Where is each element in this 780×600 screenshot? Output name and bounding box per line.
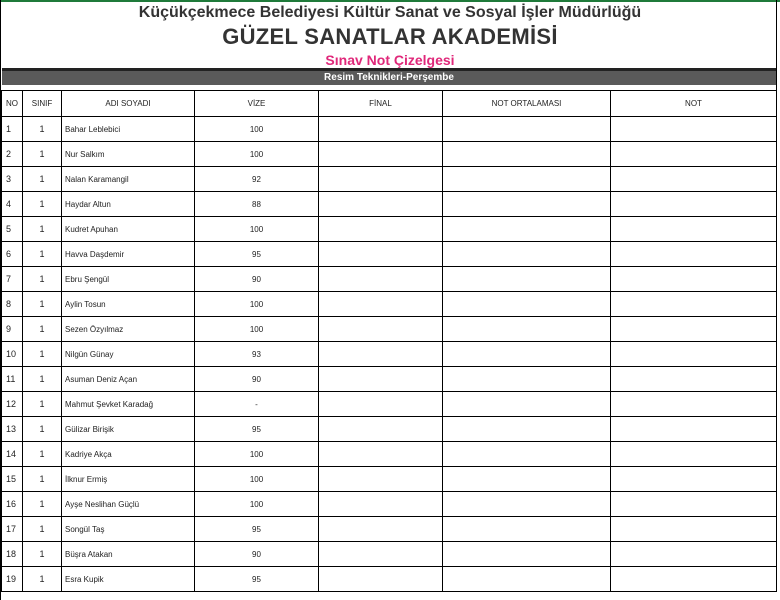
table-row xyxy=(2,492,777,517)
class-cell[interactable]: 1 xyxy=(23,467,62,492)
student-name-cell[interactable]: Sezen Özyılmaz xyxy=(62,317,195,342)
average-grade-cell[interactable] xyxy=(443,417,611,442)
final-grade-cell[interactable] xyxy=(319,392,443,417)
class-cell[interactable]: 1 xyxy=(23,342,62,367)
student-name-cell[interactable]: Bahar Leblebici xyxy=(62,117,195,142)
average-grade-cell[interactable] xyxy=(443,317,611,342)
class-cell[interactable]: 1 xyxy=(23,567,62,592)
average-grade-cell[interactable] xyxy=(443,267,611,292)
final-grade-cell[interactable] xyxy=(319,367,443,392)
academy-title: GÜZEL SANATLAR AKADEMİSİ xyxy=(222,24,558,49)
average-grade-cell[interactable] xyxy=(443,292,611,317)
column-header-adi-soyadi: ADI SOYADI xyxy=(62,91,195,117)
grade-cell[interactable] xyxy=(611,467,777,492)
class-cell[interactable]: 1 xyxy=(23,442,62,467)
grade-cell[interactable] xyxy=(611,492,777,517)
average-grade-cell[interactable] xyxy=(443,342,611,367)
final-grade-cell[interactable] xyxy=(319,517,443,542)
document-title: Sınav Not Çizelgesi xyxy=(325,52,455,68)
midterm-grade-cell[interactable]: 95 xyxy=(195,567,319,592)
final-grade-cell[interactable] xyxy=(319,242,443,267)
class-cell[interactable]: 1 xyxy=(23,267,62,292)
grade-cell[interactable] xyxy=(611,392,777,417)
grades-table xyxy=(1,90,777,592)
grade-cell[interactable] xyxy=(611,242,777,267)
row-number-cell[interactable]: 4 xyxy=(2,192,23,217)
class-cell[interactable]: 1 xyxy=(23,317,62,342)
final-grade-cell[interactable] xyxy=(319,467,443,492)
midterm-grade-cell[interactable]: - xyxy=(195,392,319,417)
final-grade-cell[interactable] xyxy=(319,542,443,567)
student-name-cell[interactable]: Esra Kupik xyxy=(62,567,195,592)
student-name-cell[interactable]: Songül Taş xyxy=(62,517,195,542)
column-header-sinif: SINIF xyxy=(23,91,62,117)
average-grade-cell[interactable] xyxy=(443,142,611,167)
final-grade-cell[interactable] xyxy=(319,342,443,367)
row-number-cell[interactable]: 5 xyxy=(2,217,23,242)
grade-cell[interactable] xyxy=(611,517,777,542)
midterm-grade-cell[interactable]: 95 xyxy=(195,242,319,267)
class-cell[interactable]: 1 xyxy=(23,117,62,142)
grade-cell[interactable] xyxy=(611,192,777,217)
average-grade-cell[interactable] xyxy=(443,367,611,392)
midterm-grade-cell[interactable]: 100 xyxy=(195,317,319,342)
midterm-grade-cell[interactable]: 100 xyxy=(195,492,319,517)
final-grade-cell[interactable] xyxy=(319,492,443,517)
row-number-cell[interactable]: 15 xyxy=(2,467,23,492)
final-grade-cell[interactable] xyxy=(319,217,443,242)
student-name-cell[interactable]: Havva Daşdemir xyxy=(62,242,195,267)
midterm-grade-cell[interactable]: 95 xyxy=(195,417,319,442)
midterm-grade-cell[interactable]: 90 xyxy=(195,267,319,292)
average-grade-cell[interactable] xyxy=(443,517,611,542)
midterm-grade-cell[interactable]: 90 xyxy=(195,542,319,567)
table-row xyxy=(2,167,777,192)
grade-cell[interactable] xyxy=(611,142,777,167)
table-row xyxy=(2,392,777,417)
midterm-grade-cell[interactable]: 100 xyxy=(195,142,319,167)
row-number-cell[interactable]: 13 xyxy=(2,417,23,442)
row-number-cell[interactable]: 7 xyxy=(2,267,23,292)
student-name-cell[interactable]: Nur Salkım xyxy=(62,142,195,167)
student-name-cell[interactable]: Nalan Karamangil xyxy=(62,167,195,192)
column-header-vize: VİZE xyxy=(195,91,319,117)
row-number-cell[interactable]: 1 xyxy=(2,117,23,142)
table-row xyxy=(2,242,777,267)
column-header-not-ortalamasi: NOT ORTALAMASI xyxy=(443,91,611,117)
midterm-grade-cell[interactable]: 92 xyxy=(195,167,319,192)
average-grade-cell[interactable] xyxy=(443,167,611,192)
header-row xyxy=(2,91,777,117)
column-header-no: NO xyxy=(2,91,23,117)
row-number-cell[interactable]: 10 xyxy=(2,342,23,367)
student-name-cell[interactable]: Büşra Atakan xyxy=(62,542,195,567)
average-grade-cell[interactable] xyxy=(443,492,611,517)
final-grade-cell[interactable] xyxy=(319,567,443,592)
table-row xyxy=(2,417,777,442)
class-cell[interactable]: 1 xyxy=(23,417,62,442)
final-grade-cell[interactable] xyxy=(319,117,443,142)
table-row xyxy=(2,367,777,392)
grade-cell[interactable] xyxy=(611,367,777,392)
grade-cell[interactable] xyxy=(611,292,777,317)
table-row xyxy=(2,517,777,542)
grade-cell[interactable] xyxy=(611,217,777,242)
class-cell[interactable]: 1 xyxy=(23,292,62,317)
row-number-cell[interactable]: 18 xyxy=(2,542,23,567)
midterm-grade-cell[interactable]: 100 xyxy=(195,467,319,492)
table-row xyxy=(2,542,777,567)
table-row xyxy=(2,467,777,492)
table-row xyxy=(2,117,777,142)
grade-cell[interactable] xyxy=(611,442,777,467)
row-number-cell[interactable]: 12 xyxy=(2,392,23,417)
final-grade-cell[interactable] xyxy=(319,317,443,342)
row-number-cell[interactable]: 11 xyxy=(2,367,23,392)
grade-cell[interactable] xyxy=(611,567,777,592)
class-cell[interactable]: 1 xyxy=(23,142,62,167)
row-number-cell[interactable]: 6 xyxy=(2,242,23,267)
midterm-grade-cell[interactable]: 100 xyxy=(195,442,319,467)
class-cell[interactable]: 1 xyxy=(23,192,62,217)
student-name-cell[interactable]: İlknur Ermiş xyxy=(62,467,195,492)
grade-cell[interactable] xyxy=(611,417,777,442)
table-row xyxy=(2,192,777,217)
grade-cell[interactable] xyxy=(611,342,777,367)
table-row xyxy=(2,267,777,292)
average-grade-cell[interactable] xyxy=(443,217,611,242)
final-grade-cell[interactable] xyxy=(319,192,443,217)
grade-cell[interactable] xyxy=(611,117,777,142)
row-number-cell[interactable]: 3 xyxy=(2,167,23,192)
student-name-cell[interactable]: Kudret Apuhan xyxy=(62,217,195,242)
grade-cell[interactable] xyxy=(611,167,777,192)
midterm-grade-cell[interactable]: 90 xyxy=(195,367,319,392)
row-number-cell[interactable]: 2 xyxy=(2,142,23,167)
row-number-cell[interactable]: 14 xyxy=(2,442,23,467)
grade-cell[interactable] xyxy=(611,542,777,567)
class-cell[interactable]: 1 xyxy=(23,492,62,517)
grade-cell[interactable] xyxy=(611,267,777,292)
average-grade-cell[interactable] xyxy=(443,192,611,217)
top-border xyxy=(0,0,780,2)
row-number-cell[interactable]: 9 xyxy=(2,317,23,342)
class-cell[interactable]: 1 xyxy=(23,392,62,417)
student-name-cell[interactable]: Mahmut Şevket Karadağ xyxy=(62,392,195,417)
midterm-grade-cell[interactable]: 93 xyxy=(195,342,319,367)
class-cell[interactable]: 1 xyxy=(23,517,62,542)
midterm-grade-cell[interactable]: 100 xyxy=(195,292,319,317)
class-cell[interactable]: 1 xyxy=(23,367,62,392)
average-grade-cell[interactable] xyxy=(443,392,611,417)
course-banner: Resim Teknikleri-Perşembe xyxy=(2,71,776,85)
column-header-not: NOT xyxy=(611,91,777,117)
student-name-cell[interactable]: Haydar Altun xyxy=(62,192,195,217)
final-grade-cell[interactable] xyxy=(319,417,443,442)
column-header-final: FİNAL xyxy=(319,91,443,117)
table-row xyxy=(2,442,777,467)
student-name-cell[interactable]: Ebru Şengül xyxy=(62,267,195,292)
table-row xyxy=(2,292,777,317)
average-grade-cell[interactable] xyxy=(443,542,611,567)
row-number-cell[interactable]: 17 xyxy=(2,517,23,542)
table-row xyxy=(2,217,777,242)
average-grade-cell[interactable] xyxy=(443,242,611,267)
table-row xyxy=(2,567,777,592)
midterm-grade-cell[interactable]: 100 xyxy=(195,117,319,142)
final-grade-cell[interactable] xyxy=(319,442,443,467)
row-number-cell[interactable]: 8 xyxy=(2,292,23,317)
class-cell[interactable]: 1 xyxy=(23,167,62,192)
table-row xyxy=(2,342,777,367)
student-name-cell[interactable]: Ayşe Neslihan Güçlü xyxy=(62,492,195,517)
average-grade-cell[interactable] xyxy=(443,117,611,142)
institution-title: Küçükçekmece Belediyesi Kültür Sanat ve Sosyal İşler Müdürlüğü xyxy=(138,4,642,21)
average-grade-cell[interactable] xyxy=(443,467,611,492)
class-cell[interactable]: 1 xyxy=(23,242,62,267)
student-name-cell[interactable]: Kadriye Akça xyxy=(62,442,195,467)
average-grade-cell[interactable] xyxy=(443,442,611,467)
class-cell[interactable]: 1 xyxy=(23,217,62,242)
final-grade-cell[interactable] xyxy=(319,167,443,192)
final-grade-cell[interactable] xyxy=(319,292,443,317)
average-grade-cell[interactable] xyxy=(443,567,611,592)
class-cell[interactable]: 1 xyxy=(23,542,62,567)
row-number-cell[interactable]: 16 xyxy=(2,492,23,517)
table-row xyxy=(2,142,777,167)
student-name-cell[interactable]: Aylin Tosun xyxy=(62,292,195,317)
row-number-cell[interactable]: 19 xyxy=(2,567,23,592)
final-grade-cell[interactable] xyxy=(319,267,443,292)
grade-cell[interactable] xyxy=(611,317,777,342)
final-grade-cell[interactable] xyxy=(319,142,443,167)
table-row xyxy=(2,317,777,342)
student-name-cell[interactable]: Gülizar Birişik xyxy=(62,417,195,442)
midterm-grade-cell[interactable]: 88 xyxy=(195,192,319,217)
midterm-grade-cell[interactable]: 100 xyxy=(195,217,319,242)
student-name-cell[interactable]: Asuman Deniz Açan xyxy=(62,367,195,392)
student-name-cell[interactable]: Nilgün Günay xyxy=(62,342,195,367)
midterm-grade-cell[interactable]: 95 xyxy=(195,517,319,542)
